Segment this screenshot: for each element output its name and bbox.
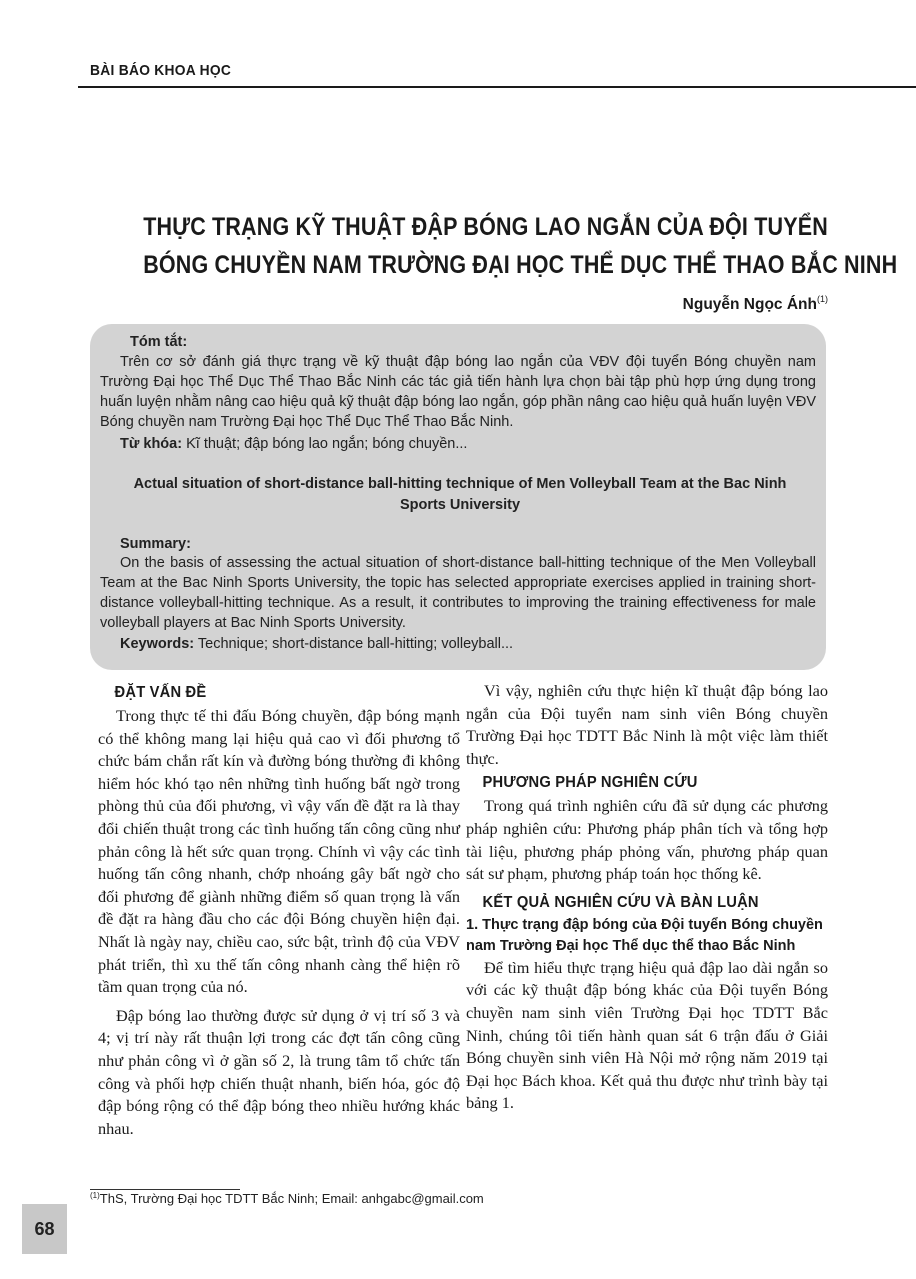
paragraph: Để tìm hiểu thực trạng hiệu quả đập lao dài ngắn so với các kỹ thuật đập bóng khác của Đội tuyển Bóng chuyền nam sinh viên Trường Đại học TDTT Bắc Ninh, chúng tôi tiến hành quan sát 6 trận đấu ở Giải Bóng chuyền sinh viên Hà Nội mở rộng năm 2019 tại Đại học Bách khoa. Kết quả thu được như trình bày tại bảng 1. <box>466 957 828 1113</box>
footnote-mark: (1) <box>90 1191 100 1200</box>
page-number: 68 <box>22 1204 67 1254</box>
title-line-2: BÓNG CHUYỀN NAM TRƯỜNG ĐẠI HỌC THỂ DỤC THỂ THAO BẮC NINH <box>143 251 898 279</box>
section-heading-results: KẾT QUẢ NGHIÊN CỨU VÀ BÀN LUẬN <box>482 893 759 911</box>
header-rule <box>78 86 916 88</box>
keywords-en-value: Technique; short-distance ball-hitting; volleyball... <box>194 636 514 652</box>
abstract-vi-keywords <box>120 434 467 454</box>
abstract-vi-heading: Tóm tắt: <box>130 334 188 350</box>
paragraph: Vì vậy, nghiên cứu thực hiện kĩ thuật đập bóng lao ngắn của Đội tuyển nam sinh viên Bóng chuyền Trường Đại học TDTT Bắc Ninh là một việc làm thiết thực. <box>466 681 828 768</box>
summary-heading: Summary: <box>120 536 191 552</box>
paragraph: Trong thực tế thi đấu Bóng chuyền, đập bóng mạnh có thể không mang lại hiệu quả cao vì đối phương tổ chức bám chắn rất kín và đường bóng thường đi không hiểm hóc khó tạo nên những tình huống bất ngờ trong phòng thủ của đối phương, vì vậy vấn đề đặt ra là thay đổi chiến thuật trong các tình huống tấn công cũng như phản công là hết sức quan trọng. Chính vì vậy các tình huống tấn công nhanh, chớp nhoáng gây bất ngờ cho đối phương để giành những điểm số quan trọng là vấn đề đặt ra hàng đầu cho các đội Bóng chuyền hiện đại. Nhất là ngày nay, chiều cao, sức bật, trình độ của VĐV phát triển, thì xu thế tấn công nhanh càng thể hiện rõ tầm quan trọng của nó. <box>98 706 460 997</box>
keywords-vi-value: Kĩ thuật; đập bóng lao ngắn; bóng chuyền... <box>182 436 468 452</box>
body-column-left <box>98 680 460 1140</box>
section-heading-methods: PHƯƠNG PHÁP NGHIÊN CỨU <box>482 774 698 792</box>
abstract-box <box>90 324 826 670</box>
english-title: Actual situation of short-distance ball-hitting technique of Men Volleyball Team at the Bac Ninh Sports University <box>133 476 787 513</box>
footnote <box>90 1191 484 1206</box>
author <box>683 294 828 314</box>
paragraph: Trong quá trình nghiên cứu đã sử dụng các phương pháp nghiên cứu: Phương pháp phân tích và tổng hợp tài liệu, phương pháp phỏng vấn, phương pháp quan sát sư phạm, phương pháp toán học thống kê. <box>466 796 828 884</box>
author-name: Nguyễn Ngọc Ánh <box>682 296 817 313</box>
keywords-en-label: Keywords: <box>120 636 195 652</box>
keywords-vi-label: Từ khóa: <box>120 436 183 452</box>
article-title <box>90 208 898 284</box>
footnote-rule <box>90 1189 240 1190</box>
paragraph: Đập bóng lao thường được sử dụng ở vị trí số 3 và 4; vị trí này rất thuận lợi trong các đợt tấn công cũng như phản công vì ở gần số 2, là trung tâm tổ chức tấn công và phối hợp chiến thuật nhanh, biến hóa, góc độ đập bóng rộng có thể đập bóng theo nhiều hướng khác nhau. <box>98 1005 460 1138</box>
section-label: BÀI BÁO KHOA HỌC <box>90 62 232 79</box>
abstract-vi-text: Trên cơ sở đánh giá thực trạng về kỹ thuật đập bóng lao ngắn của VĐV đội tuyển Bóng chuyền nam Trường Đại học Thể Dục Thể Thao Bắc Ninh các tác giả tiến hành lựa chọn bài tập phù hợp ứng dụng trong huấn luyện nhằm nâng cao hiệu quả kỹ thuật đập bóng lao ngắn, góp phần nâng cao hiệu quả huấn luyện VĐV Bóng chuyền nam Trường Đại học Thể Dục Thể Thao Bắc Ninh. <box>100 354 816 430</box>
subsection-heading: 1. Thực trạng đập bóng của Đội tuyển Bóng chuyền nam Trường Đại học Thể dục thể thao Bắc Ninh <box>466 916 823 954</box>
title-line-1: THỰC TRẠNG KỸ THUẬT ĐẬP BÓNG LAO NGẮN CỦA ĐỘI TUYỂN <box>143 213 828 241</box>
footnote-text: ThS, Trường Đại học TDTT Bắc Ninh; Email: anhgabc@gmail.com <box>99 1191 484 1206</box>
summary-text: On the basis of assessing the actual situation of short-distance ball-hitting technique of the Men Volleyball Team at the Bac Ninh Sports University, the topic has selected appropriate exercises applied in training short-distance volleyball-hitting technique. As a result, it contributes to improving the training effectiveness for male volleyball players at Bac Ninh Sports University. <box>100 555 816 631</box>
body-column-right <box>466 680 828 1115</box>
section-heading-introduction: ĐẶT VẤN ĐỀ <box>114 684 207 701</box>
summary-keywords <box>120 634 513 654</box>
author-affiliation-mark: (1) <box>817 294 828 304</box>
